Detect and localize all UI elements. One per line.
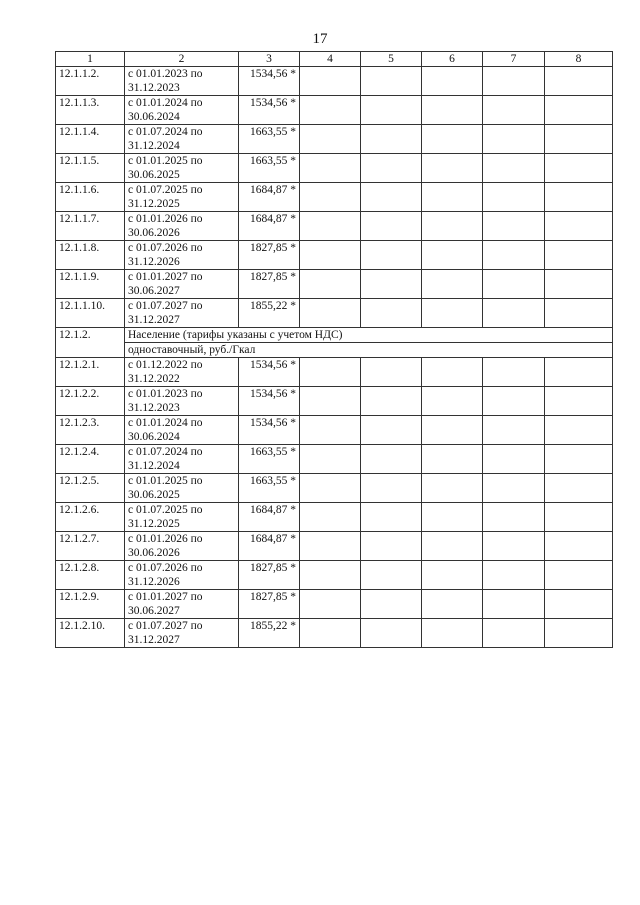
row-code: 12.1.2.9.	[56, 590, 125, 619]
empty-cell	[483, 241, 545, 270]
empty-cell	[545, 416, 613, 445]
empty-cell	[483, 96, 545, 125]
empty-cell	[361, 358, 422, 387]
period-start: с 01.07.2027 по	[128, 300, 203, 312]
empty-cell	[300, 590, 361, 619]
table-row	[56, 532, 613, 561]
empty-cell	[300, 270, 361, 299]
empty-cell	[422, 619, 483, 648]
row-period	[125, 212, 239, 241]
empty-cell	[422, 387, 483, 416]
empty-cell	[483, 358, 545, 387]
row-period	[125, 619, 239, 648]
empty-cell	[483, 561, 545, 590]
empty-cell	[422, 241, 483, 270]
row-tariff-value: 1855,22 *	[239, 619, 300, 648]
period-start: с 01.01.2025 по	[128, 475, 203, 487]
row-code: 12.1.2.6.	[56, 503, 125, 532]
table-row	[56, 183, 613, 212]
period-start: с 01.12.2022 по	[128, 359, 203, 371]
tariff-table-body	[56, 52, 613, 648]
period-start: с 01.01.2025 по	[128, 155, 203, 167]
empty-cell	[483, 474, 545, 503]
period-start: с 01.01.2024 по	[128, 417, 203, 429]
empty-cell	[545, 561, 613, 590]
empty-cell	[545, 67, 613, 96]
period-end: 31.12.2027	[128, 314, 180, 326]
empty-cell	[483, 387, 545, 416]
row-code: 12.1.1.8.	[56, 241, 125, 270]
empty-cell	[300, 358, 361, 387]
row-period	[125, 561, 239, 590]
empty-cell	[300, 96, 361, 125]
empty-cell	[361, 561, 422, 590]
empty-cell	[361, 270, 422, 299]
period-start: с 01.07.2026 по	[128, 242, 203, 254]
column-header: 2	[125, 52, 239, 67]
empty-cell	[300, 241, 361, 270]
table-header-row	[56, 52, 613, 67]
table-row	[56, 590, 613, 619]
empty-cell	[545, 299, 613, 328]
period-end: 31.12.2023	[128, 402, 180, 414]
table-row	[56, 96, 613, 125]
period-start: с 01.07.2025 по	[128, 184, 203, 196]
row-period	[125, 183, 239, 212]
row-code: 12.1.1.6.	[56, 183, 125, 212]
empty-cell	[545, 358, 613, 387]
row-code: 12.1.1.4.	[56, 125, 125, 154]
section-code: 12.1.2.	[56, 328, 125, 358]
empty-cell	[361, 183, 422, 212]
empty-cell	[545, 241, 613, 270]
row-period	[125, 67, 239, 96]
table-row	[56, 270, 613, 299]
row-code: 12.1.2.3.	[56, 416, 125, 445]
table-row	[56, 212, 613, 241]
empty-cell	[545, 212, 613, 241]
period-end: 31.12.2024	[128, 460, 180, 472]
section-subtitle-row	[56, 343, 613, 358]
period-start: с 01.07.2025 по	[128, 504, 203, 516]
row-tariff-value: 1684,87 *	[239, 532, 300, 561]
period-start: с 01.01.2023 по	[128, 388, 203, 400]
period-end: 30.06.2027	[128, 605, 180, 617]
column-header: 7	[483, 52, 545, 67]
table-row	[56, 125, 613, 154]
empty-cell	[300, 561, 361, 590]
row-tariff-value: 1534,56 *	[239, 358, 300, 387]
page-number: 17	[312, 31, 328, 47]
row-tariff-value: 1827,85 *	[239, 561, 300, 590]
row-period	[125, 154, 239, 183]
empty-cell	[361, 503, 422, 532]
row-tariff-value: 1827,85 *	[239, 590, 300, 619]
empty-cell	[545, 154, 613, 183]
row-tariff-value: 1684,87 *	[239, 503, 300, 532]
empty-cell	[300, 154, 361, 183]
empty-cell	[422, 270, 483, 299]
empty-cell	[300, 212, 361, 241]
empty-cell	[300, 125, 361, 154]
empty-cell	[361, 474, 422, 503]
table-row	[56, 299, 613, 328]
period-end: 31.12.2022	[128, 373, 180, 385]
empty-cell	[545, 590, 613, 619]
period-start: с 01.07.2024 по	[128, 126, 203, 138]
row-period	[125, 503, 239, 532]
empty-cell	[483, 503, 545, 532]
row-period	[125, 358, 239, 387]
empty-cell	[361, 416, 422, 445]
row-period	[125, 125, 239, 154]
empty-cell	[422, 183, 483, 212]
empty-cell	[483, 532, 545, 561]
empty-cell	[483, 619, 545, 648]
table-row	[56, 474, 613, 503]
period-start: с 01.07.2027 по	[128, 620, 203, 632]
table-row	[56, 561, 613, 590]
empty-cell	[422, 532, 483, 561]
empty-cell	[545, 183, 613, 212]
empty-cell	[422, 503, 483, 532]
empty-cell	[300, 387, 361, 416]
empty-cell	[483, 154, 545, 183]
empty-cell	[483, 67, 545, 96]
row-period	[125, 387, 239, 416]
empty-cell	[361, 445, 422, 474]
empty-cell	[483, 416, 545, 445]
row-code: 12.1.1.2.	[56, 67, 125, 96]
column-header: 5	[361, 52, 422, 67]
table-row	[56, 241, 613, 270]
empty-cell	[545, 474, 613, 503]
column-header: 4	[300, 52, 361, 67]
table-row	[56, 503, 613, 532]
table-row	[56, 416, 613, 445]
row-code: 12.1.1.10.	[56, 299, 125, 328]
row-code: 12.1.2.2.	[56, 387, 125, 416]
period-end: 30.06.2024	[128, 111, 180, 123]
row-period	[125, 96, 239, 125]
period-end: 31.12.2027	[128, 634, 180, 646]
empty-cell	[300, 503, 361, 532]
period-end: 30.06.2025	[128, 489, 180, 501]
empty-cell	[545, 503, 613, 532]
empty-cell	[545, 387, 613, 416]
empty-cell	[483, 183, 545, 212]
section-subtitle: одноставочный, руб./Гкал	[125, 343, 613, 358]
empty-cell	[300, 619, 361, 648]
table-row	[56, 387, 613, 416]
empty-cell	[300, 67, 361, 96]
empty-cell	[483, 270, 545, 299]
row-period	[125, 445, 239, 474]
row-period	[125, 474, 239, 503]
row-period	[125, 590, 239, 619]
empty-cell	[545, 445, 613, 474]
row-tariff-value: 1684,87 *	[239, 183, 300, 212]
row-code: 12.1.2.5.	[56, 474, 125, 503]
period-end: 31.12.2025	[128, 518, 180, 530]
section-title: Население (тарифы указаны с учетом НДС)	[125, 328, 613, 343]
empty-cell	[422, 299, 483, 328]
row-tariff-value: 1855,22 *	[239, 299, 300, 328]
empty-cell	[545, 125, 613, 154]
row-code: 12.1.1.9.	[56, 270, 125, 299]
row-period	[125, 241, 239, 270]
empty-cell	[300, 416, 361, 445]
empty-cell	[361, 154, 422, 183]
row-period	[125, 532, 239, 561]
row-code: 12.1.2.10.	[56, 619, 125, 648]
empty-cell	[422, 125, 483, 154]
empty-cell	[422, 358, 483, 387]
column-header: 3	[239, 52, 300, 67]
empty-cell	[300, 445, 361, 474]
row-code: 12.1.2.4.	[56, 445, 125, 474]
period-end: 30.06.2026	[128, 227, 180, 239]
empty-cell	[422, 561, 483, 590]
row-period	[125, 270, 239, 299]
table-row	[56, 67, 613, 96]
empty-cell	[483, 212, 545, 241]
empty-cell	[545, 532, 613, 561]
empty-cell	[361, 532, 422, 561]
period-start: с 01.07.2026 по	[128, 562, 203, 574]
empty-cell	[483, 445, 545, 474]
row-tariff-value: 1534,56 *	[239, 67, 300, 96]
table-row	[56, 619, 613, 648]
empty-cell	[300, 474, 361, 503]
section-row	[56, 328, 613, 343]
empty-cell	[422, 445, 483, 474]
period-start: с 01.07.2024 по	[128, 446, 203, 458]
period-end: 31.12.2024	[128, 140, 180, 152]
column-header: 8	[545, 52, 613, 67]
empty-cell	[422, 96, 483, 125]
empty-cell	[361, 590, 422, 619]
row-code: 12.1.1.7.	[56, 212, 125, 241]
period-end: 30.06.2026	[128, 547, 180, 559]
period-end: 30.06.2024	[128, 431, 180, 443]
row-tariff-value: 1663,55 *	[239, 445, 300, 474]
empty-cell	[545, 270, 613, 299]
empty-cell	[545, 619, 613, 648]
period-start: с 01.01.2026 по	[128, 213, 203, 225]
period-end: 31.12.2023	[128, 82, 180, 94]
empty-cell	[361, 387, 422, 416]
table-row	[56, 445, 613, 474]
empty-cell	[361, 125, 422, 154]
period-start: с 01.01.2027 по	[128, 591, 203, 603]
empty-cell	[300, 299, 361, 328]
row-code: 12.1.2.7.	[56, 532, 125, 561]
empty-cell	[361, 619, 422, 648]
row-tariff-value: 1534,56 *	[239, 387, 300, 416]
row-tariff-value: 1684,87 *	[239, 212, 300, 241]
tariff-table	[55, 51, 613, 648]
empty-cell	[422, 416, 483, 445]
row-code: 12.1.2.8.	[56, 561, 125, 590]
period-end: 31.12.2026	[128, 256, 180, 268]
empty-cell	[361, 96, 422, 125]
row-tariff-value: 1827,85 *	[239, 270, 300, 299]
period-start: с 01.01.2027 по	[128, 271, 203, 283]
row-tariff-value: 1534,56 *	[239, 416, 300, 445]
period-start: с 01.01.2023 по	[128, 68, 203, 80]
row-code: 12.1.1.5.	[56, 154, 125, 183]
row-code: 12.1.1.3.	[56, 96, 125, 125]
row-period	[125, 416, 239, 445]
empty-cell	[483, 299, 545, 328]
empty-cell	[422, 212, 483, 241]
period-end: 30.06.2027	[128, 285, 180, 297]
period-end: 30.06.2025	[128, 169, 180, 181]
empty-cell	[422, 590, 483, 619]
empty-cell	[545, 96, 613, 125]
empty-cell	[422, 154, 483, 183]
row-tariff-value: 1534,56 *	[239, 96, 300, 125]
row-tariff-value: 1663,55 *	[239, 125, 300, 154]
empty-cell	[361, 212, 422, 241]
row-tariff-value: 1663,55 *	[239, 154, 300, 183]
row-code: 12.1.2.1.	[56, 358, 125, 387]
row-period	[125, 299, 239, 328]
row-tariff-value: 1663,55 *	[239, 474, 300, 503]
empty-cell	[361, 67, 422, 96]
column-header: 6	[422, 52, 483, 67]
table-row	[56, 358, 613, 387]
empty-cell	[422, 67, 483, 96]
empty-cell	[300, 183, 361, 212]
empty-cell	[361, 299, 422, 328]
empty-cell	[483, 125, 545, 154]
empty-cell	[483, 590, 545, 619]
period-start: с 01.01.2026 по	[128, 533, 203, 545]
period-start: с 01.01.2024 по	[128, 97, 203, 109]
period-end: 31.12.2025	[128, 198, 180, 210]
column-header: 1	[56, 52, 125, 67]
empty-cell	[361, 241, 422, 270]
empty-cell	[422, 474, 483, 503]
period-end: 31.12.2026	[128, 576, 180, 588]
row-tariff-value: 1827,85 *	[239, 241, 300, 270]
empty-cell	[300, 532, 361, 561]
table-row	[56, 154, 613, 183]
